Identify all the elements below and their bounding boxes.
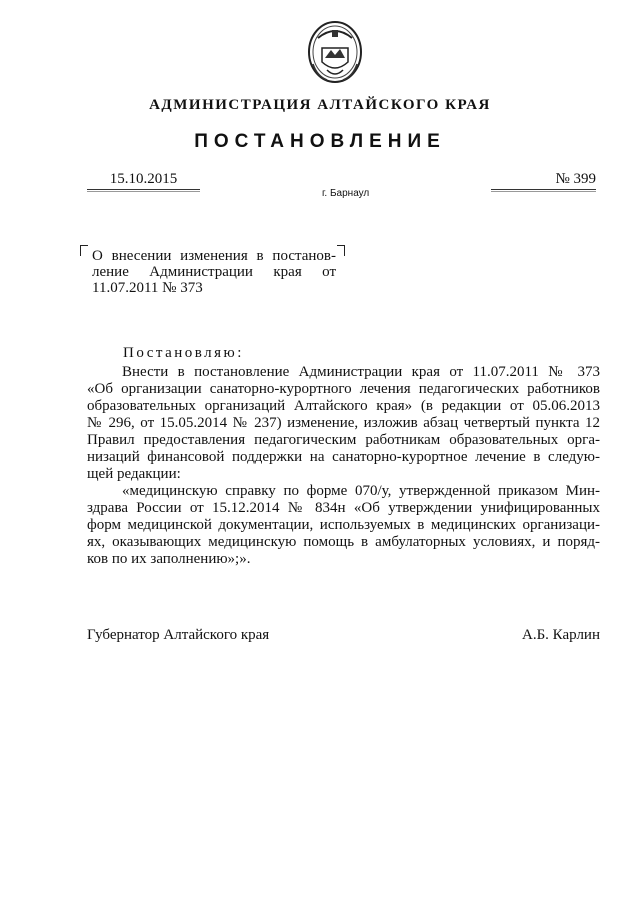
body-line: «Об организации санаторно-курортного лечения педагогических работников — [87, 381, 600, 397]
subject-line: 11.07.2011 № 373 — [92, 280, 203, 296]
subject-bracket-left — [80, 245, 88, 256]
body-line: Правил предоставления педагогическим работникам образовательных орга- — [87, 432, 600, 448]
body-line: «медицинскую справку по форме 070/у, утвержденной приказом Мин- — [122, 483, 600, 499]
subject-line: О внесении изменения в постанов- — [92, 248, 336, 264]
ordering-word: Постановляю: — [123, 345, 244, 361]
city-label: г. Барнаул — [322, 188, 370, 199]
coat-of-arms-icon — [305, 18, 365, 90]
signer-title: Губернатор Алтайского края — [87, 627, 270, 643]
signer-name: А.Б. Карлин — [521, 627, 600, 643]
body-text — [87, 364, 600, 568]
body-line: низаций финансовой поддержки на санаторно-курортное лечение в следую- — [87, 449, 600, 465]
number-underline — [491, 191, 596, 192]
body-line: щей редакции: — [87, 466, 181, 482]
document-type: ПОСТАНОВЛЕНИЕ — [194, 131, 446, 152]
subject-bracket-right — [337, 245, 345, 256]
document-number: № 399 — [491, 171, 596, 190]
subject-line: ление Администрации края от — [92, 264, 336, 280]
body-line: образовательных организаций Алтайского края» (в редакции от 05.06.2013 — [87, 398, 600, 414]
document-date: 15.10.2015 — [87, 171, 200, 190]
date-underline — [87, 191, 200, 192]
body-line: форм медицинской документации, используемых в медицинских организаци- — [87, 517, 600, 533]
subject-block — [92, 248, 336, 296]
organization-title: АДМИНИСТРАЦИЯ АЛТАЙСКОГО КРАЯ — [149, 97, 491, 113]
body-line: ков по их заполнению»;». — [87, 551, 251, 567]
body-line: Внести в постановление Администрации края от 11.07.2011 № 373 — [122, 364, 600, 380]
body-line: № 296, от 15.05.2014 № 237) изменение, изложив абзац четвертый пункта 12 — [87, 415, 600, 431]
body-line: здрава России от 15.12.2014 № 834н «Об утверждении унифицированных — [87, 500, 600, 516]
body-line: ях, оказывающих медицинскую помощь в амбулаторных условиях, и поряд- — [87, 534, 600, 550]
